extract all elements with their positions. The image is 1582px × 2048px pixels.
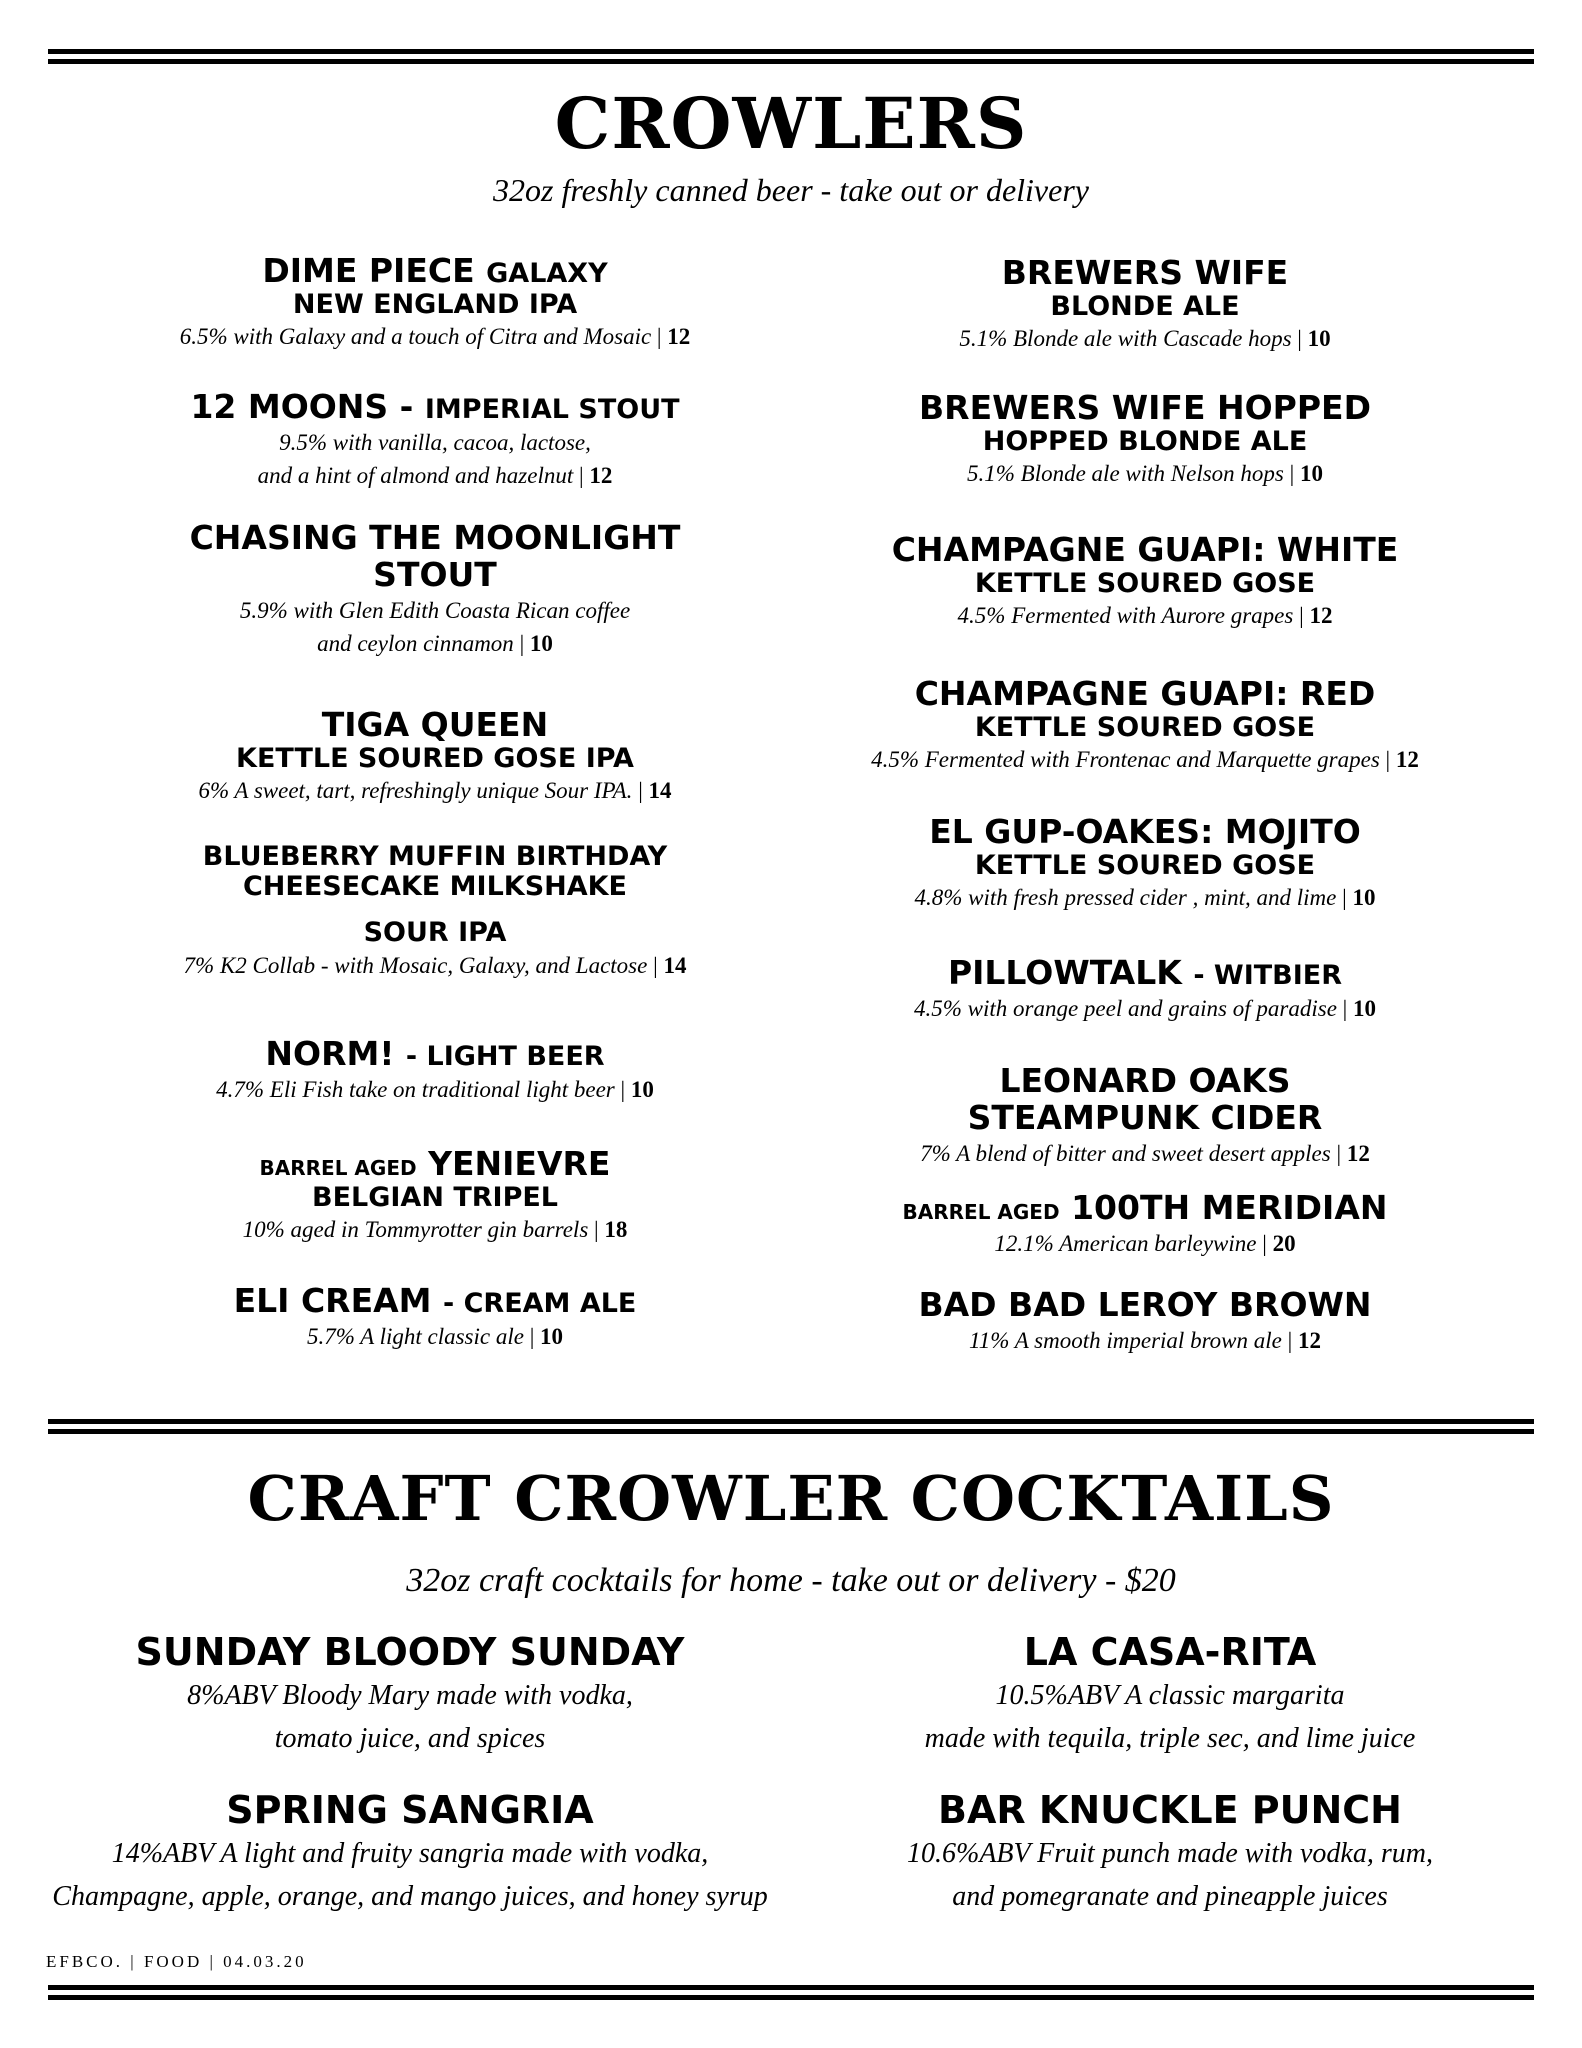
cocktail-desc: 10.6%ABV Fruit punch made with vodka, rum, [907,1837,1433,1869]
beer-leonard-oaks: LEONARD OAKS STEAMPUNK CIDER 7% A blend of bitter and sweet desert apples | 12 [790,1063,1500,1170]
beer-price: 20 [1272,1230,1296,1256]
beer-price: 14 [663,952,687,978]
beer-name: DIME PIECE [262,251,475,290]
beer-style-line: KETTLE SOURED GOSE [974,711,1316,743]
mid-rule-2 [48,1429,1534,1434]
beer-desc: and a hint of almond and hazelnut [257,463,574,489]
footer-separator: | [209,1952,216,1971]
bottom-rule-1 [48,1985,1534,1990]
cocktail-desc: made with tequila, triple sec, and lime juice [924,1723,1416,1755]
beer-brewers-wife-hopped: BREWERS WIFE HOPPED HOPPED BLONDE ALE 5.1% Blonde ale with Nelson hops | 10 [790,390,1500,491]
beer-price: 12 [1395,747,1419,773]
beer-style-line: KETTLE SOURED GOSE IPA [236,742,634,774]
mid-rule-1 [48,1419,1534,1424]
beer-brewers-wife: BREWERS WIFE BLONDE ALE 5.1% Blonde ale with Cascade hops | 10 [790,255,1500,356]
beer-price: 10 [1307,326,1331,352]
beer-price: 10 [630,1076,654,1102]
beer-desc: 5.7% A light classic ale [306,1323,524,1349]
beer-name: EL GUP-OAKES: MOJITO [929,812,1361,851]
beer-style-line: HOPPED BLONDE ALE [982,425,1308,457]
beer-pillowtalk: PILLOWTALK - WITBIER 4.5% with orange peel and grains of paradise | 10 [913,953,1377,1021]
beer-prefix: BARREL AGED [259,1156,417,1180]
cocktail-la-casa-rita [790,1632,1550,1761]
beer-style: - CREAM ALE [443,1288,637,1319]
beer-desc: 6% A sweet, tart, refreshingly unique Sour IPA. [198,778,633,804]
bottom-rule-2 [48,1995,1534,2000]
beer-desc: 4.7% Eli Fish take on traditional light beer [216,1076,615,1102]
footer-brand: EFBCO. [46,1952,124,1971]
beer-desc: 4.5% Fermented with Aurore grapes [957,603,1294,629]
beer-chasing-the-moonlight: CHASING THE MOONLIGHT STOUT 5.9% with Glen Edith Coasta Rican coffee and ceylon cinnamon | 10 [85,520,785,661]
beer-name: BLUEBERRY MUFFIN BIRTHDAY [202,841,668,872]
beer-desc: 7% A blend of bitter and sweet desert apples [920,1140,1331,1166]
beer-price: 12 [589,463,613,489]
beer-style-line: NEW ENGLAND IPA [292,288,578,320]
crowlers-subtitle: 32oz freshly canned beer - take out or delivery [493,172,1089,208]
cocktail-desc: 10.5%ABV A classic margarita [995,1679,1345,1711]
beer-name: TIGA QUEEN [321,705,549,744]
beer-desc: 5.1% Blonde ale with Cascade hops [959,326,1292,352]
cocktails-subtitle: 32oz craft cocktails for home - take out or delivery - $20 [406,1562,1176,1599]
beer-desc: 4.8% with fresh pressed cider , mint, and lime [914,885,1337,911]
beer-tiga-queen: TIGA QUEEN KETTLE SOURED GOSE IPA 6% A sweet, tart, refreshingly unique Sour IPA. | 14 [85,707,785,808]
beer-yenievre: BARREL AGED YENIEVRE BELGIAN TRIPEL 10% aged in Tommyrotter gin barrels | 18 [85,1146,785,1247]
beer-desc: 9.5% with vanilla, cacoa, lactose, [279,429,591,455]
beer-price: 10 [1352,885,1376,911]
beer-price: 10 [540,1323,564,1349]
beer-el-gup-oakes: EL GUP-OAKES: MOJITO KETTLE SOURED GOSE 4.8% with fresh pressed cider , mint, and lime | 10 [790,814,1500,915]
beer-style-line: STOUT [373,554,497,594]
cocktail-name: SUNDAY BLOODY SUNDAY [135,1630,685,1674]
beer-desc: 10% aged in Tommyrotter gin barrels [242,1217,589,1243]
beer-style-line: KETTLE SOURED GOSE [974,849,1316,881]
beer-desc: 5.1% Blonde ale with Nelson hops [967,461,1284,487]
cocktail-spring-sangria [30,1790,790,1919]
beer-desc: 7% K2 Collab - with Mosaic, Galaxy, and Lactose [183,952,648,978]
cocktail-desc: Champagne, apple, orange, and mango juices, and honey syrup [52,1881,768,1913]
beer-champagne-guapi-white: CHAMPAGNE GUAPI: WHITE KETTLE SOURED GOSE 4.5% Fermented with Aurore grapes | 12 [790,532,1500,633]
beer-desc: 5.9% with Glen Edith Coasta Rican coffee [239,597,631,623]
cocktail-desc: 14%ABV A light and fruity sangria made with vodka, [111,1837,709,1869]
beer-style: GALAXY [486,258,608,289]
beer-desc: 4.5% with orange peel and grains of paradise [913,995,1337,1021]
beer-name: LEONARD OAKS [999,1061,1291,1100]
cocktail-bar-knuckle-punch [790,1790,1550,1919]
beer-style-line: BLONDE ALE [1050,290,1240,322]
beer-name-line2: CHEESECAKE MILKSHAKE [242,871,627,903]
beer-style: - LIGHT BEER [405,1041,605,1072]
beer-style: IMPERIAL STOUT [424,394,680,425]
beer-price: 12 [1346,1140,1370,1166]
cocktails-title: CRAFT CROWLER COCKTAILS [247,1462,1335,1535]
beer-price: 12 [1309,603,1333,629]
beer-name: BAD BAD LEROY BROWN [918,1285,1372,1324]
beer-eli-cream: ELI CREAM - CREAM ALE 5.7% A light classic ale | 10 [233,1281,637,1349]
beer-name: YENIEVRE [428,1144,611,1183]
cocktail-desc: and pomegranate and pineapple juices [952,1881,1388,1913]
beer-name: CHASING THE MOONLIGHT [189,518,681,557]
beer-dime-piece: DIME PIECE GALAXY NEW ENGLAND IPA 6.5% with Galaxy and a touch of Citra and Mosaic | 12 [85,253,785,354]
footer-date: 04.03.20 [223,1952,307,1971]
beer-100th-meridian: BARREL AGED 100TH MERIDIAN 12.1% American barleywine | 20 [902,1188,1388,1256]
beer-price: 10 [1299,461,1323,487]
beer-name-line2: STEAMPUNK CIDER [967,1097,1323,1137]
beer-price: 14 [648,778,672,804]
beer-name: 12 MOONS - [190,387,414,426]
beer-name: NORM! [265,1034,395,1073]
cocktail-sunday-bloody-sunday [30,1632,790,1761]
footer-section: FOOD [143,1952,203,1971]
beer-desc: 12.1% American barleywine [994,1230,1257,1256]
beer-blueberry-muffin: BLUEBERRY MUFFIN BIRTHDAY CHEESECAKE MILKSHAKE SOUR IPA 7% K2 Collab - with Mosaic, Galaxy, and Lactose | 14 [85,842,785,982]
footer [46,1952,307,1972]
footer-separator: | [130,1952,137,1971]
beer-style-line: KETTLE SOURED GOSE [974,567,1316,599]
beer-bad-bad-leroy-brown: BAD BAD LEROY BROWN 11% A smooth imperial brown ale | 12 [790,1287,1500,1357]
cocktail-name: LA CASA-RITA [1023,1630,1317,1674]
beer-price: 12 [667,324,691,350]
beer-style-line: BELGIAN TRIPEL [311,1181,559,1213]
beer-desc: 6.5% with Galaxy and a touch of Citra and Mosaic [179,324,652,350]
beer-price: 18 [604,1217,628,1243]
beer-name: ELI CREAM [233,1281,432,1320]
beer-desc: 4.5% Fermented with Frontenac and Marquette grapes [871,747,1380,773]
beer-name: CHAMPAGNE GUAPI: WHITE [891,530,1399,569]
cocktail-desc: 8%ABV Bloody Mary made with vodka, [187,1679,633,1711]
beer-12-moons: 12 MOONS - IMPERIAL STOUT 9.5% with vanilla, cacoa, lactose, and a hint of almond and hazelnut | 12 [85,389,785,493]
beer-price: 10 [1353,995,1377,1021]
beer-desc: and ceylon cinnamon [317,631,514,657]
top-rule-2 [48,59,1534,64]
beer-price: 12 [1297,1327,1321,1353]
beer-style: - WITBIER [1193,960,1343,991]
cocktail-name: SPRING SANGRIA [226,1788,594,1832]
beer-norm: NORM! - LIGHT BEER 4.7% Eli Fish take on traditional light beer | 10 [216,1034,654,1102]
beer-name: BREWERS WIFE [1001,253,1289,292]
top-rule-1 [48,49,1534,54]
beer-name: CHAMPAGNE GUAPI: RED [914,674,1376,713]
crowlers-title: CROWLERS [554,82,1028,165]
beer-name: BREWERS WIFE HOPPED [919,388,1371,427]
beer-price: 10 [529,631,553,657]
beer-name: 100TH MERIDIAN [1071,1188,1388,1227]
cocktail-name: BAR KNUCKLE PUNCH [938,1788,1402,1832]
cocktail-desc: tomato juice, and spices [274,1723,546,1755]
beer-name: PILLOWTALK [947,953,1182,992]
beer-prefix: BARREL AGED [902,1200,1060,1224]
beer-champagne-guapi-red: CHAMPAGNE GUAPI: RED KETTLE SOURED GOSE 4.5% Fermented with Frontenac and Marquette grapes | 12 [790,676,1500,777]
beer-style-line: SOUR IPA [363,917,507,949]
beer-desc: 11% A smooth imperial brown ale [969,1327,1282,1353]
